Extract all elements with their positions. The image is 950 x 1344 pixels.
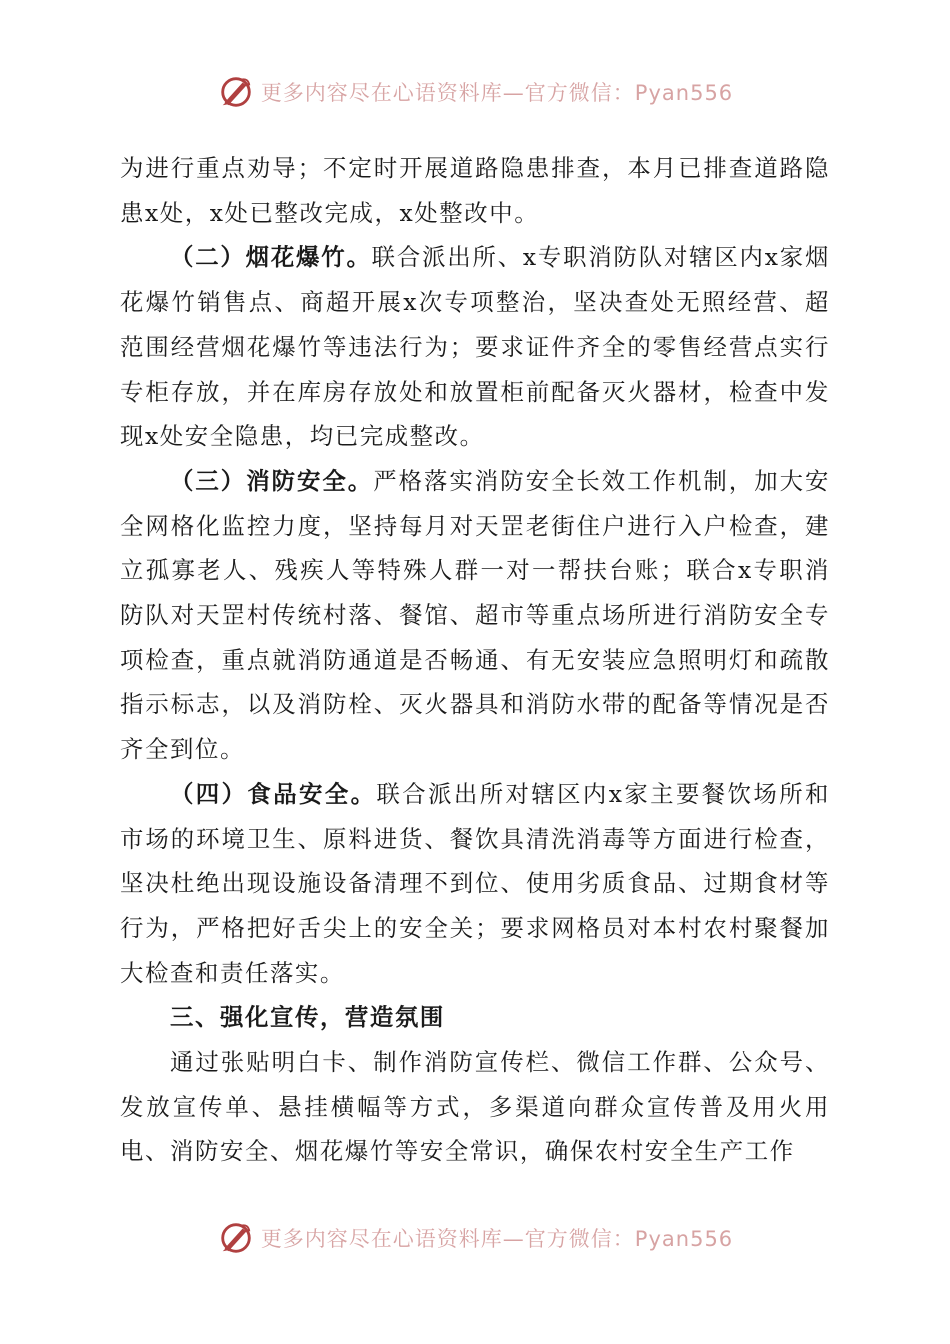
document-body	[120, 146, 830, 1174]
footer-watermark	[0, 1218, 950, 1258]
paragraph-text: 联合派出所、x专职消防队对辖区内x家烟花爆竹销售点、商超开展x次专项整治，坚决查处无照经营、超范围经营烟花爆竹等违法行为；要求证件齐全的零售经营点实行专柜存放，并在库房存放处和放置柜前配备灭火器材，检查中发现x处安全隐患，均已完成整改。	[120, 243, 830, 451]
header-watermark	[0, 72, 950, 112]
watermark-text: 更多内容尽在心语资料库—官方微信：Pyan556	[260, 1227, 734, 1251]
paragraph-text: 为进行重点劝导；不定时开展道路隐患排查，本月已排查道路隐患x处，x处已整改完成，x处整改中。	[120, 154, 830, 227]
paragraph-fireworks	[120, 235, 830, 459]
pen-logo-icon	[217, 73, 255, 111]
paragraph-road-safety	[120, 146, 830, 235]
paragraph-publicity: 通过张贴明白卡、制作消防宣传栏、微信工作群、公众号、发放宣传单、悬挂横幅等方式，多渠道向群众宣传普及用火用电、消防安全、烟花爆竹等安全常识，确保农村安全生产工作	[120, 1048, 830, 1166]
pen-logo-icon	[217, 1219, 255, 1257]
paragraph-text: 严格落实消防安全长效工作机制，加大安全网格化监控力度，坚持每月对天罡老街住户进行入户检查，建立孤寡老人、残疾人等特殊人群一对一帮扶台账；联合x专职消防队对天罡村传统村落、餐馆、超市等重点场所进行消防安全专项检查，重点就消防通道是否畅通、有无安装应急照明灯和疏散指示标志，以及消防栓、灭火器具和消防水带的配备等情况是否齐全到位。	[120, 466, 830, 764]
paragraph-food-safety	[120, 772, 830, 996]
paragraph-fire-safety	[120, 459, 830, 772]
section-lead-fireworks: （二）烟花爆竹。	[170, 243, 372, 272]
watermark-text: 更多内容尽在心语资料库—官方微信：Pyan556	[260, 81, 734, 105]
section-heading: 三、强化宣传，营造氛围	[170, 1003, 445, 1032]
section-lead-food-safety: （四）食品安全。	[170, 779, 377, 808]
section-lead-fire-safety: （三）消防安全。	[170, 466, 374, 495]
paragraph-text: 联合派出所对辖区内x家主要餐饮场所和市场的环境卫生、原料进货、餐饮具清洗消毒等方面进行检查，坚决杜绝出现设施设备清理不到位、使用劣质食品、过期食材等行为，严格把好舌尖上的安全关；要求网格员对本村农村聚餐加大检查和责任落实。	[120, 779, 830, 987]
